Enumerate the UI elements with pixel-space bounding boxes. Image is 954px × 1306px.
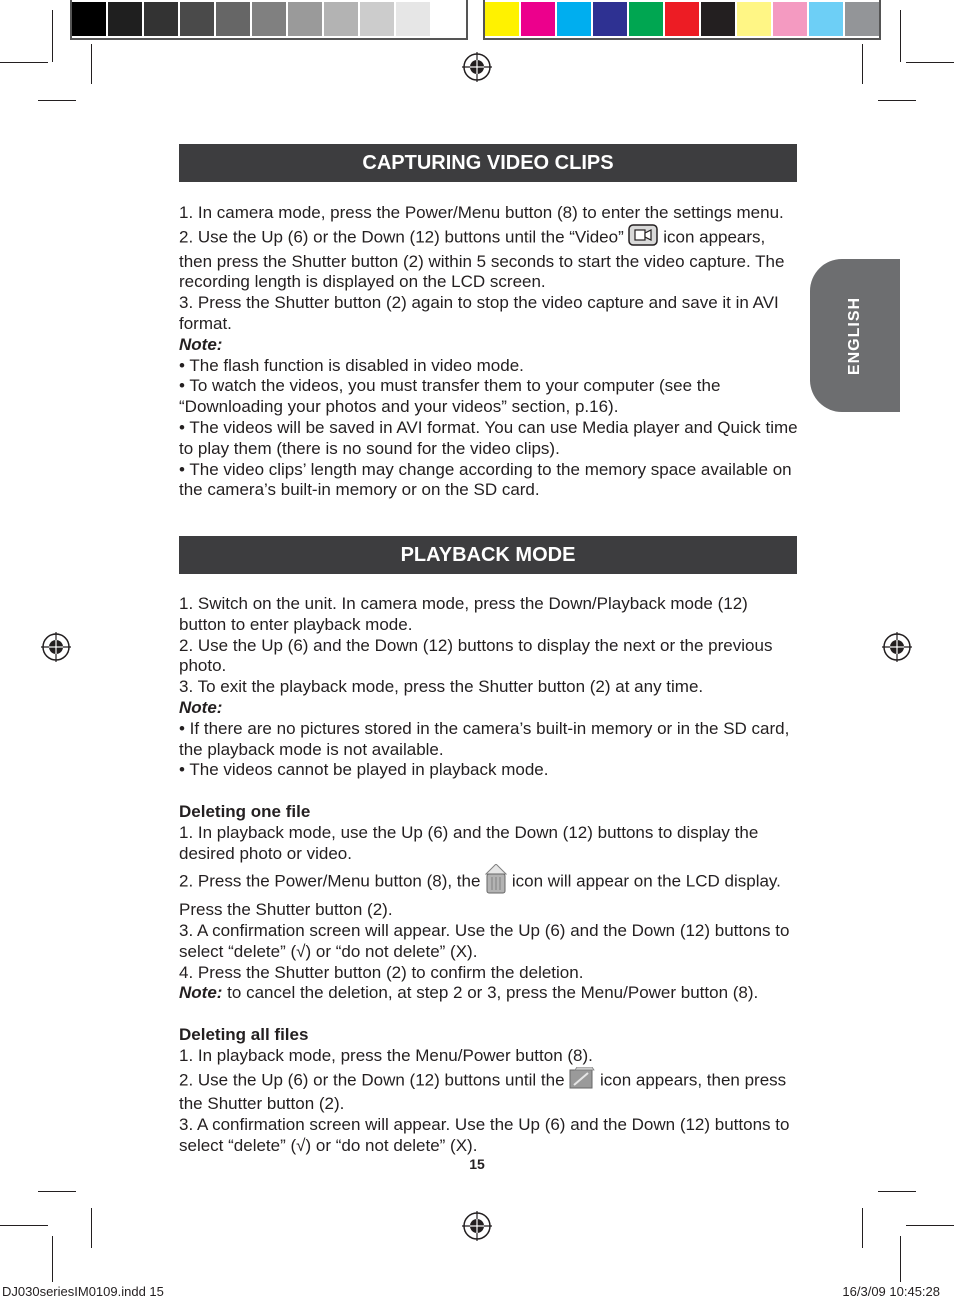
playback-step-1: 1. Switch on the unit. In camera mode, press the Down/Playback mode (12) button to enter playback mode. — [179, 594, 748, 634]
playback-step-2: 2. Use the Up (6) and the Down (12) buttons to display the next or the previous photo. — [179, 635, 773, 676]
color-swatch — [360, 2, 394, 36]
delete-one-note: Note: to cancel the deletion, at step 2 or 3, press the Menu/Power button (8). — [179, 983, 759, 1003]
color-swatch — [629, 2, 663, 36]
color-swatch — [665, 2, 699, 36]
delete-all-step-3: 3. A confirmation screen will appear. Use the Up (6) and the Down (12) buttons to select “delete” (√) or “do not delete” (X). — [179, 1115, 790, 1155]
section-header-playback: PLAYBACK MODE — [179, 536, 797, 574]
crop-mark — [91, 44, 92, 84]
playback-note-bullet: • The videos cannot be played in playback mode. — [179, 760, 549, 780]
delete-one-step-1: 1. In playback mode, use the Up (6) and the Down (12) buttons to display the desired photo or video. — [179, 822, 759, 863]
deleting-one-file-heading: Deleting one file — [179, 801, 311, 821]
crop-mark — [38, 1191, 76, 1192]
crop-mark — [862, 1208, 863, 1248]
capturing-step-1: 1. In camera mode, press the Power/Menu button (8) to enter the settings menu. — [179, 203, 784, 222]
color-swatch — [485, 2, 519, 36]
color-swatch — [72, 2, 106, 36]
delete-one-step-3: 3. A confirmation screen will appear. Use the Up (6) and the Down (12) buttons to select “delete” (√) or “do not delete” (X). — [179, 920, 790, 961]
registration-mark-icon — [462, 1211, 492, 1241]
process-color-bar — [483, 0, 881, 40]
capturing-note-bullet: • To watch the videos, you must transfer them to your computer (see the “Downloading your photos and your videos” section, p.16). — [179, 376, 721, 417]
crop-mark — [878, 100, 916, 101]
color-swatch — [845, 2, 879, 36]
crop-mark — [900, 10, 901, 62]
color-swatch — [809, 2, 843, 36]
crop-mark — [906, 1225, 954, 1226]
color-swatch — [701, 2, 735, 36]
delete-all-step-2: 2. Use the Up (6) or the Down (12) buttons until the icon appears, then press the Shutter button (2). — [179, 1067, 799, 1116]
capturing-note-bullet: • The videos will be saved in AVI format. You can use Media player and Quick time to play them (there is no sound for the video clips). — [179, 417, 798, 458]
crop-mark — [878, 1191, 916, 1192]
playback-step-3: 3. To exit the playback mode, press the Shutter button (2) at any time. — [179, 677, 704, 697]
capturing-note-bullet: • The video clips’ length may change according to the memory space available on the camera’s built-in memory or on the SD card. — [179, 459, 792, 500]
grayscale-color-bar — [70, 0, 468, 40]
color-swatch — [557, 2, 591, 36]
crop-mark — [906, 62, 954, 63]
delete-all-step-1: 1. In playback mode, press the Menu/Power button (8). — [179, 1045, 593, 1065]
playback-section-body — [179, 594, 799, 1157]
playback-note-label: Note: — [179, 697, 223, 717]
deleting-all-files-heading: Deleting all files — [179, 1024, 309, 1044]
crop-mark — [862, 44, 863, 84]
color-swatch — [108, 2, 142, 36]
registration-mark-icon — [462, 52, 492, 82]
color-swatch — [593, 2, 627, 36]
color-swatch — [521, 2, 555, 36]
section-header-capturing: CAPTURING VIDEO CLIPS — [179, 144, 797, 182]
color-swatch — [432, 2, 466, 36]
crop-mark — [52, 10, 53, 62]
video-camera-icon — [628, 224, 658, 252]
capturing-note-label: Note: — [179, 334, 223, 354]
playback-note-bullet: • If there are no pictures stored in the camera’s built-in memory or in the SD card, the playback mode is not available. — [179, 718, 790, 759]
crop-mark — [52, 1236, 53, 1282]
crop-mark — [900, 1236, 901, 1282]
color-swatch — [396, 2, 430, 36]
capturing-section-body — [179, 203, 799, 501]
color-swatch — [737, 2, 771, 36]
language-tab-label: ENGLISH — [846, 296, 863, 375]
crop-mark — [38, 100, 76, 101]
language-tab — [810, 259, 900, 412]
registration-mark-icon — [41, 632, 71, 662]
color-swatch — [252, 2, 286, 36]
footer-file-info: DJ030seriesIM0109.indd 15 — [2, 1284, 164, 1299]
color-swatch — [288, 2, 322, 36]
capturing-step-3: 3. Press the Shutter button (2) again to stop the video capture and save it in AVI format. — [179, 293, 779, 333]
trash-can-icon — [485, 864, 507, 900]
color-swatch — [180, 2, 214, 36]
color-swatch — [773, 2, 807, 36]
color-swatch — [324, 2, 358, 36]
registration-mark-icon — [882, 632, 912, 662]
footer-timestamp: 16/3/09 10:45:28 — [842, 1284, 940, 1299]
delete-all-icon — [569, 1067, 595, 1095]
crop-mark — [91, 1208, 92, 1248]
color-swatch — [216, 2, 250, 36]
capturing-note-bullet: • The flash function is disabled in video mode. — [179, 355, 524, 375]
crop-mark — [0, 62, 48, 63]
page-number: 15 — [469, 1156, 485, 1172]
capturing-step-2: 2. Use the Up (6) or the Down (12) buttons until the “Video” icon appears, then press the Shutter button (2) within 5 seconds to start the video capture. The recording length is displayed on the LCD screen. — [179, 224, 799, 293]
delete-one-step-4: 4. Press the Shutter button (2) to confirm the deletion. — [179, 962, 584, 982]
delete-one-step-2: 2. Press the Power/Menu button (8), the icon will appear on the LCD display. Press the Shutter button (2). — [179, 864, 799, 921]
color-swatch — [144, 2, 178, 36]
crop-mark — [0, 1225, 48, 1226]
